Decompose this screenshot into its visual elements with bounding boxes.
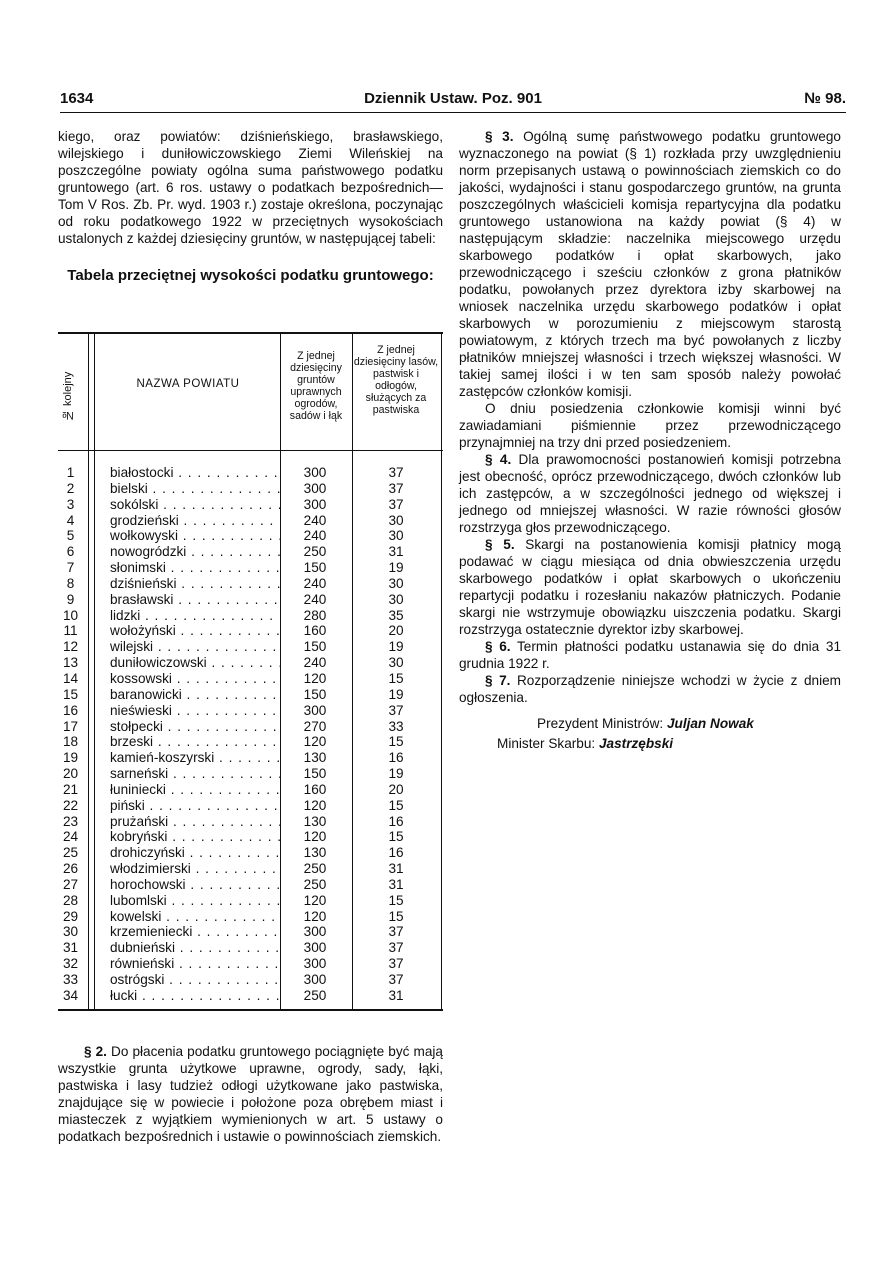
row-lp: 11 xyxy=(63,623,78,639)
row-col2: 15 xyxy=(388,829,404,845)
row-col2: 31 xyxy=(388,987,404,1003)
row-name: drohiczyński . . . xyxy=(110,845,280,861)
table-row xyxy=(58,972,443,988)
table-row xyxy=(58,766,443,782)
row-col1: 240 xyxy=(303,655,327,671)
row-lp: 32 xyxy=(62,956,79,972)
s4-label: § 4. xyxy=(485,452,512,467)
row-col2: 19 xyxy=(388,766,404,782)
row-lp: 3 xyxy=(66,496,75,512)
table-row xyxy=(58,687,443,703)
row-lp: 16 xyxy=(62,702,79,718)
row-col2: 37 xyxy=(388,702,404,718)
section-6 xyxy=(459,638,841,672)
row-col1: 240 xyxy=(303,575,327,591)
section-4 xyxy=(459,451,841,536)
row-name: włodzimierski . . . xyxy=(110,861,280,877)
table-row xyxy=(58,497,443,513)
table-row xyxy=(58,782,443,798)
row-col1: 120 xyxy=(303,797,327,813)
row-col2: 37 xyxy=(388,480,404,496)
row-col1: 300 xyxy=(303,972,327,987)
row-lp: 2 xyxy=(66,480,75,496)
row-col2: 37 xyxy=(388,956,404,972)
row-col2: 15 xyxy=(388,734,404,750)
tax-table xyxy=(58,332,443,1011)
journal-title: Dziennik Ustaw. Poz. 901 xyxy=(364,90,542,107)
row-col1: 300 xyxy=(303,702,327,718)
s2-label: § 2. xyxy=(84,1044,107,1059)
row-col1: 160 xyxy=(303,781,327,797)
row-lp: 10 xyxy=(62,607,79,623)
s5-text: Skargi na postanowienia komisji płatnicy mogą podawać w ciągu miesiąca od dnia obwieszczenia urzędu skarbowego podatków i opłat skarbowych o ukończeniu repartycji podatku i rozesłaniu nakazów płatniczych. Podanie skargi nie wstrzymuje obowiązku uiszczenia podatku. Skargi rozstrzyga ostatecznie dyrektor izby skarbowej. xyxy=(459,537,841,637)
header-name: NAZWA POWIATU xyxy=(136,378,240,390)
table-row xyxy=(58,719,443,735)
row-name: wołożyński . . . xyxy=(110,623,280,639)
row-col1: 240 xyxy=(303,528,327,544)
row-col1: 300 xyxy=(303,496,327,512)
row-name: wilejski . . . xyxy=(110,639,280,655)
row-name: kossowski . . . xyxy=(110,671,280,687)
row-col2: 37 xyxy=(388,924,404,940)
section-5 xyxy=(459,536,841,638)
left-column xyxy=(58,128,443,1144)
row-lp: 7 xyxy=(66,560,75,576)
row-name: kamień-koszyrski . . . xyxy=(110,750,280,766)
row-lp: 22 xyxy=(62,797,79,813)
row-name: brzeski . . . xyxy=(110,734,280,750)
row-col1: 240 xyxy=(303,591,327,607)
table-title: Tabela przeciętnej wysokości podatku gruntowego: xyxy=(67,267,434,284)
row-col1: 250 xyxy=(303,876,327,892)
row-name: białostocki . . . xyxy=(110,465,280,481)
row-name: łuniniecki . . . xyxy=(110,782,280,798)
s6-label: § 6. xyxy=(485,639,511,654)
row-name: krzemieniecki . . . xyxy=(110,924,280,940)
table-row xyxy=(58,481,443,497)
row-lp: 5 xyxy=(66,528,75,544)
section-7 xyxy=(459,672,841,706)
row-name: baranowicki . . . xyxy=(110,687,280,703)
row-lp: 4 xyxy=(66,512,75,528)
row-lp: 31 xyxy=(62,940,79,956)
row-name: horochowski . . . xyxy=(110,877,280,893)
table-row xyxy=(58,623,443,639)
row-col1: 150 xyxy=(303,560,327,576)
row-col2: 20 xyxy=(388,781,404,797)
mt-name: Jastrzębski xyxy=(599,736,674,751)
row-col1: 150 xyxy=(303,766,327,782)
table-row xyxy=(58,592,443,608)
row-col1: 120 xyxy=(303,908,327,924)
table-row xyxy=(58,924,443,940)
row-lp: 15 xyxy=(62,686,79,702)
table-row xyxy=(58,893,443,909)
row-name: ostrógski . . . xyxy=(110,972,280,988)
row-col1: 300 xyxy=(303,924,327,940)
row-name: kobryński . . . xyxy=(110,829,280,845)
page-header xyxy=(60,88,846,113)
row-lp: 18 xyxy=(62,734,79,750)
table-row xyxy=(58,513,443,529)
row-lp: 21 xyxy=(62,781,79,797)
mt-title: Minister Skarbu: xyxy=(497,736,596,751)
row-col2: 20 xyxy=(388,623,404,639)
row-col2: 19 xyxy=(388,686,404,702)
table-row xyxy=(58,877,443,893)
row-col2: 37 xyxy=(388,972,404,987)
table-row xyxy=(58,845,443,861)
s5-label: § 5. xyxy=(485,537,515,552)
signature-pm xyxy=(459,714,841,734)
row-name: dziśnieński . . . xyxy=(110,576,280,592)
table-row xyxy=(58,940,443,956)
table-row xyxy=(58,528,443,544)
section-3 xyxy=(459,128,841,400)
row-name: łucki . . . xyxy=(110,988,280,1004)
row-col2: 31 xyxy=(388,861,404,877)
row-col2: 19 xyxy=(388,560,404,576)
row-col2: 16 xyxy=(388,750,404,766)
row-lp: 20 xyxy=(62,766,79,782)
row-col2: 15 xyxy=(388,797,404,813)
row-col2: 16 xyxy=(388,845,404,861)
table-row xyxy=(58,639,443,655)
table-row xyxy=(58,814,443,830)
row-name: piński . . . xyxy=(110,798,280,814)
row-name: prużański . . . xyxy=(110,814,280,830)
row-col1: 150 xyxy=(303,639,327,655)
s4-text: Dla prawomocności postanowień komisji potrzebna jest obecność, oprócz przewodniczącego, dwóch członków lub ich zastępców, a w szczególności jednego od większej i jednego od mniejszej własności. W razie równości głosów rozstrzyga głos przewodniczącego. xyxy=(459,452,841,535)
s7-label: § 7. xyxy=(485,673,511,688)
row-name: bielski . . . xyxy=(110,481,280,497)
row-name: nowogródzki . . . xyxy=(110,544,280,560)
row-col1: 300 xyxy=(303,480,327,496)
row-col2: 19 xyxy=(388,639,404,655)
table-row xyxy=(58,956,443,972)
table-row xyxy=(58,861,443,877)
row-col1: 250 xyxy=(303,987,327,1003)
row-lp: 1 xyxy=(66,465,75,480)
section-3b: O dniu posiedzenia członkowie komisji winni być zawiadamiani piśmiennie przez przewodniczącego przynajmniej na trzy dni przed posiedzeniem. xyxy=(459,401,841,450)
row-name: lubomlski . . . xyxy=(110,893,280,909)
row-name: nieświeski . . . xyxy=(110,703,280,719)
row-col2: 30 xyxy=(388,591,404,607)
row-col1: 160 xyxy=(303,623,327,639)
table-row xyxy=(58,988,443,1004)
issue-number: № 98. xyxy=(804,90,846,107)
row-col1: 120 xyxy=(303,892,327,908)
table-row xyxy=(58,829,443,845)
row-col1: 120 xyxy=(303,670,327,686)
row-col2: 16 xyxy=(388,813,404,829)
header-col1: Z jednej dziesięciny gruntów uprawnych ogrodów, sadów i łąk xyxy=(289,350,343,422)
signatures xyxy=(459,714,841,754)
row-lp: 30 xyxy=(62,924,79,940)
row-name: brasławski . . . xyxy=(110,592,280,608)
row-name: równieński . . . xyxy=(110,956,280,972)
row-col1: 280 xyxy=(303,607,327,623)
row-name: wołkowyski . . . xyxy=(110,528,280,544)
row-name: sokólski . . . xyxy=(110,497,280,513)
row-name: dubnieński . . . xyxy=(110,940,280,956)
row-col2: 30 xyxy=(388,575,404,591)
row-lp: 23 xyxy=(62,813,79,829)
table-row xyxy=(58,608,443,624)
row-col1: 130 xyxy=(303,845,327,861)
row-lp: 24 xyxy=(62,829,79,845)
table-row xyxy=(58,465,443,481)
row-name: duniłowiczowski . . . xyxy=(110,655,280,671)
s7-text: Rozporządzenie niniejsze wchodzi w życie z dniem ogłoszenia. xyxy=(459,673,841,705)
table-row xyxy=(58,560,443,576)
right-column xyxy=(459,128,841,754)
table-row xyxy=(58,655,443,671)
row-col1: 130 xyxy=(303,813,327,829)
table-row xyxy=(58,909,443,925)
s2-text: Do płacenia podatku gruntowego pociągnięte być mają wszystkie grunta użytkowe uprawne, ogrody, sady, łąki, pastwiska i lasy tudzież odłogi użytkowane jako pastwiska, znajdujące się w powiecie i położone poza obrębem miast i miasteczek z wyjątkiem wymienionych w art. 5 ustawy o podatkach bezpośrednich i ustawie o powinnościach ziemskich. xyxy=(58,1044,443,1144)
row-col2: 15 xyxy=(388,670,404,686)
row-col1: 270 xyxy=(303,718,327,734)
row-col1: 240 xyxy=(303,512,327,528)
table-row xyxy=(58,671,443,687)
row-lp: 26 xyxy=(62,861,79,877)
signature-mt xyxy=(459,734,841,754)
row-col1: 250 xyxy=(303,544,327,560)
row-col1: 250 xyxy=(303,861,327,877)
row-lp: 34 xyxy=(62,987,79,1003)
row-col1: 130 xyxy=(303,750,327,766)
row-name: kowelski . . . xyxy=(110,909,280,925)
section-2 xyxy=(58,1043,443,1145)
row-name: sarneński . . . xyxy=(110,766,280,782)
header-lp: № kolejny xyxy=(62,371,74,421)
row-col2: 31 xyxy=(388,544,404,560)
s3-label: § 3. xyxy=(485,129,514,144)
header-col2: Z jednej dziesięciny lasów, pastwisk i odłogów, służących za pastwiska xyxy=(353,344,439,416)
row-lp: 19 xyxy=(62,750,79,766)
pm-name: Juljan Nowak xyxy=(666,716,754,731)
row-lp: 13 xyxy=(62,655,79,671)
table-row xyxy=(58,750,443,766)
row-col1: 120 xyxy=(303,734,327,750)
row-name: stołpecki . . . xyxy=(110,719,280,735)
row-name: lidzki . . . xyxy=(110,608,280,624)
row-col1: 300 xyxy=(303,465,327,480)
row-col2: 33 xyxy=(388,718,404,734)
row-col2: 31 xyxy=(388,876,404,892)
page-number: 1634 xyxy=(60,90,94,107)
row-col2: 30 xyxy=(388,512,404,528)
row-lp: 33 xyxy=(62,972,79,987)
row-name: grodzieński . . . xyxy=(110,513,280,529)
row-col1: 120 xyxy=(303,829,327,845)
row-col2: 15 xyxy=(388,908,404,924)
table-row xyxy=(58,576,443,592)
row-col2: 37 xyxy=(388,940,404,956)
row-col2: 35 xyxy=(388,607,404,623)
row-col1: 300 xyxy=(303,940,327,956)
s3-text: Ogólną sumę państwowego podatku gruntowego wyznaczonego na powiat (§ 1) rozkłada przy uwzględnieniu norm przepisanych ustawą o powinnościach ziemskich co do jakości, wydajności i stanu gospodarczego gruntów, na grunta poszczególnych właścicieli komisja repartycyjna dla podatku gruntowego ustanowiona na każdy powiat (§ 4) w następującym składzie: naczelnika miejscowego urzędu skarbowego podatków i opłat skarbowych, jako przewodniczącego i sześciu członków z grona płatników podatku, powołanych przez dyrektora izby skarbowej na wniosek naczelnika urzędu skarbowego podatków i opłat skarbowych w porozumieniu z miejscowym starostą powiatowym, z których trzech ma być powołanych z liczby płatników mniejszej własności i trzech większej własności. W takiej samej ilości i w ten sam sposób należy powołać zastępców członków komisji. xyxy=(459,129,841,399)
pm-title: Prezydent Ministrów: xyxy=(537,716,664,731)
row-lp: 27 xyxy=(62,876,79,892)
row-col2: 30 xyxy=(388,655,404,671)
row-col2: 37 xyxy=(388,496,404,512)
row-lp: 8 xyxy=(66,575,75,591)
row-col2: 37 xyxy=(388,465,404,480)
row-col1: 300 xyxy=(303,956,327,972)
table-row xyxy=(58,798,443,814)
row-col2: 15 xyxy=(388,892,404,908)
row-lp: 9 xyxy=(66,591,75,607)
intro-paragraph: kiego, oraz powiatów: dziśnieńskiego, brasławskiego, wilejskiego i duniłowiczowskiego Ziemi Wileńskiej na poszczególne powiaty ogólna suma państwowego podatku gruntowego (art. 6 ros. ustawy o podatkach bezpośrednich—Tom V Ros. Zb. Pr. wyd. 1903 r.) zostaje określona, poczynając od roku podatkowego 1922 w przeciętnych wysokościach ustalonych z każdej dziesięciny gruntów, w następującej tabeli: xyxy=(58,129,443,246)
row-lp: 14 xyxy=(62,670,79,686)
row-name: słonimski . . . xyxy=(110,560,280,576)
table-row xyxy=(58,544,443,560)
row-lp: 12 xyxy=(62,639,79,655)
row-lp: 6 xyxy=(66,544,75,560)
row-col1: 150 xyxy=(303,686,327,702)
table-row xyxy=(58,703,443,719)
s6-text: Termin płatności podatku ustanawia się do dnia 31 grudnia 1922 r. xyxy=(459,639,842,671)
row-lp: 17 xyxy=(62,718,79,734)
table-row xyxy=(58,734,443,750)
row-lp: 25 xyxy=(62,845,79,861)
row-lp: 29 xyxy=(62,908,79,924)
row-col2: 30 xyxy=(388,528,404,544)
table-body xyxy=(58,465,443,1004)
row-lp: 28 xyxy=(62,892,79,908)
